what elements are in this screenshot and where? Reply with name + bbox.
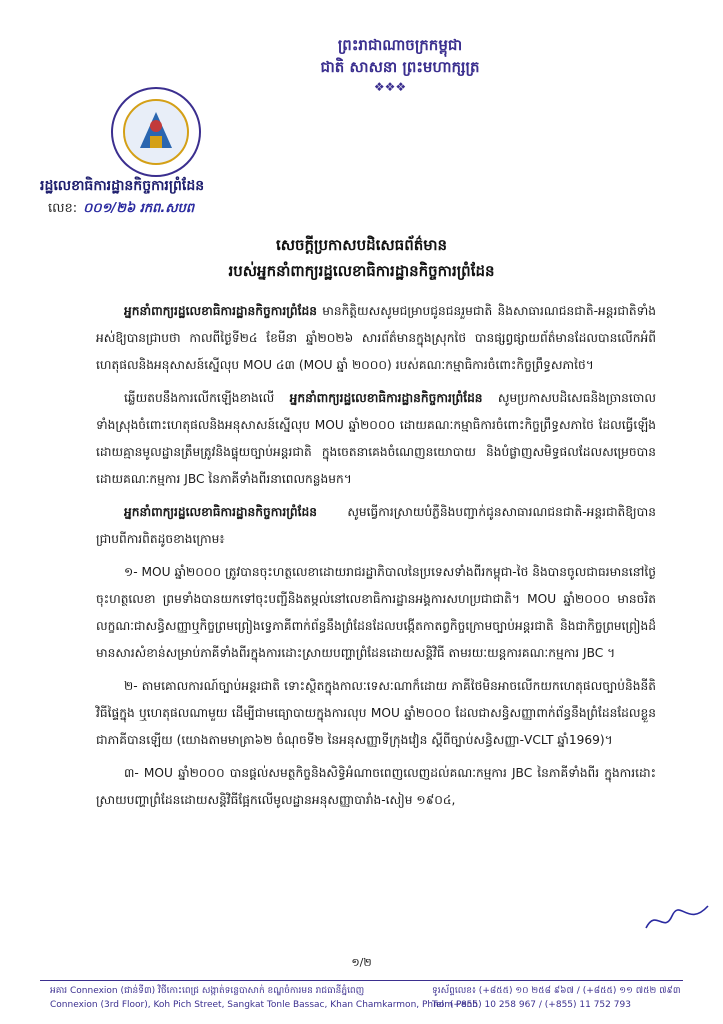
spokesperson-bold: អ្នកនាំពាក្យរដ្ឋលេខាធិការដ្ឋានកិច្ចការព្រំដែន (124, 505, 317, 519)
doc-subtitle: របស់អ្នកនាំពាក្យរដ្ឋលេខាធិការដ្ឋានកិច្ចការព្រំដែន (228, 262, 495, 280)
spokesperson-bold: អ្នកនាំពាក្យរដ្ឋលេខាធិការដ្ឋានកិច្ចការព្រំដែន (289, 391, 483, 405)
national-motto: ជាតិ សាសនា ព្រះមហាក្សត្រ (320, 58, 480, 76)
ref-label: លេខ: (48, 201, 78, 216)
paragraph-3 (96, 499, 656, 553)
paragraph-text: មានកិត្តិយសសូមជម្រាបជូនជនរួមជាតិ និងសាធារណជនជាតិ-អន្តរជាតិទាំងអស់ឱ្យបានជ្រាបថា កាលពីថ្ងៃទី២៤ ខែមីនា ឆ្នាំ២០២៦ សារព័ត៌មានក្នុងស្រុកថៃ បានផ្សព្វផ្សាយព័ត៌មានដែលបានលើកអំពីហេតុផលនិងអនុសាសន៍ស្នើលុប MOU ៤៣ (MOU ឆ្នាំ ២០០០) របស់គណៈកម្មាធិការចំពោះកិច្ចព្រឹទ្ធសភាថៃ។ (96, 304, 656, 372)
agency-name: រដ្ឋលេខាធិការដ្ឋានកិច្ចការព្រំដែន (40, 178, 205, 194)
page-number: ១/២ (351, 956, 372, 969)
point-1: ១- MOU ឆ្នាំ២០០០ ត្រូវបានចុះហត្ថលេខាដោយរាជរដ្ឋាភិបាលនៃប្រទេសទាំងពីរកម្ពុជា-ថៃ និងបានចូលជាធរមាននៅថ្ងៃចុះហត្ថលេខា ព្រមទាំងបានយកទៅចុះបញ្ជីនិងតម្កល់នៅលេខាធិការដ្ឋានអង្គការសហប្រជាជាតិ។ MOU ឆ្នាំ២០០០ មានចរិតលក្ខណៈជាសន្ធិសញ្ញាឬកិច្ចព្រមព្រៀងទ្វេភាគីពាក់ព័ន្ធនឹងព្រំដែនដែលបង្កើតកាតព្វកិច្ចក្រោមច្បាប់អន្តរជាតិ និងជាកិច្ចព្រមព្រៀងដ៏មានសារសំខាន់សម្រាប់ភាគីទាំងពីរក្នុងការដោះស្រាយបញ្ហាព្រំដែនដោយសន្តិវិធី តាមរយៈយន្តការគណៈកម្មការ JBC ។ (96, 565, 656, 660)
spokesperson-bold: អ្នកនាំពាក្យរដ្ឋលេខាធិការដ្ឋានកិច្ចការព្រំដែន (124, 304, 317, 318)
paragraph-text: សូមធ្វើការស្រាយបំភ្លឺនិងបញ្ជាក់ជូនសាធារណជនជាតិ-អន្តរជាតិឱ្យបានជ្រាបពីការពិតដូចខាងក្រោម៖ (96, 505, 656, 546)
paragraph-text: ឆ្លើយតបនឹងការលើកឡើងខាងលើ (124, 391, 290, 405)
phone-english: Tel: (+855) 10 258 967 / (+855) 11 752 793 (432, 1000, 631, 1010)
signature-initials (642, 898, 712, 938)
agency-logo (110, 86, 202, 178)
ref-value: ០០១/២៦ រកព.សបព (83, 201, 195, 216)
reference-number (48, 200, 194, 219)
kingdom-title: ព្រះរាជាណាចក្រកម្ពុជា (337, 36, 463, 54)
ornament-divider: ❖❖❖ (373, 80, 407, 94)
paragraph-2 (96, 385, 656, 493)
paragraph-text: សូមប្រកាសបដិសេធនិងច្រានចោលទាំងស្រុងចំពោះហេតុផលនិងអនុសាសន៍ស្នើលុប MOU ឆ្នាំ២០០០ ដោយគណៈកម្មាធិការចំពោះកិច្ចព្រឹទ្ធសភាថៃ ដែលធ្វើឡើងដោយគ្មានមូលដ្ឋានត្រឹមត្រូវនិងផ្ទុយច្បាប់អន្តរជាតិ ក្នុងចេតនាគេងចំណេញនយោបាយ និងបំផ្លាញសមិទ្ធផលដែលសម្រេចបានដោយគណៈកម្មការ JBC នៃភាគីទាំងពីរនាពេលកន្លងមក។ (96, 391, 656, 486)
doc-title: សេចក្តីប្រកាសបដិសេធព័ត៌មាន (275, 236, 448, 254)
footer-phone (432, 984, 681, 1012)
paragraph-1 (96, 298, 656, 379)
header-kingdom (260, 34, 540, 78)
footer-address (50, 984, 478, 1012)
footer-divider (40, 980, 683, 981)
document-body (96, 298, 656, 820)
address-khmer: អគារ Connexion (ជាន់ទី៣) វិថីកោះពេជ្រ សង្កាត់ទន្លេបាសាក់ ខណ្ឌចំការមន រាជធានីភ្នំពេញ (50, 986, 365, 996)
phone-khmer: ទូរស័ព្ទលេខ៖ (+៨៥៥) ១០ ២៥៨ ៩៦៧ / (+៨៥៥) ១១ ៧៥២ ៧៩៣ (432, 986, 681, 996)
address-english: Connexion (3rd Floor), Koh Pich Street, Sangkat Tonle Bassac, Khan Chamkarmon, Phnom Penh (50, 1000, 479, 1010)
point-2: ២- តាមគោលការណ៍ច្បាប់អន្តរជាតិ ទោះស្ថិតក្នុងកាលៈទេសៈណាក៏ដោយ ភាគីថៃមិនអាចលើកយកហេតុផលច្បាប់និងនីតិវិធីផ្ទៃក្នុង ឬហេតុផលណាមួយ ដើម្បីជាមធ្យោបាយក្នុងការលុប MOU ឆ្នាំ២០០០ ដែលជាសន្ធិសញ្ញាពាក់ព័ន្ធនឹងព្រំដែនដែលខ្លួនជាភាគីបានឡើយ (យោងតាមមាត្រា៦២ ចំណុចទី២ នៃអនុសញ្ញាទីក្រុងវៀន ស្តីពីច្បាប់សន្ធិសញ្ញា-VCLT ឆ្នាំ1969)។ (96, 679, 656, 747)
point-3: ៣- MOU ឆ្នាំ២០០០ បានផ្តល់សមត្ថកិច្ចនិងសិទ្ធិអំណាចពេញលេញដល់គណៈកម្មការ JBC នៃភាគីទាំងពីរ ក្នុងការដោះស្រាយបញ្ហាព្រំដែនដោយសន្តិវិធីផ្អែកលើមូលដ្ឋានអនុសញ្ញាបារាំង-សៀម ១៩០៤, (96, 766, 656, 807)
